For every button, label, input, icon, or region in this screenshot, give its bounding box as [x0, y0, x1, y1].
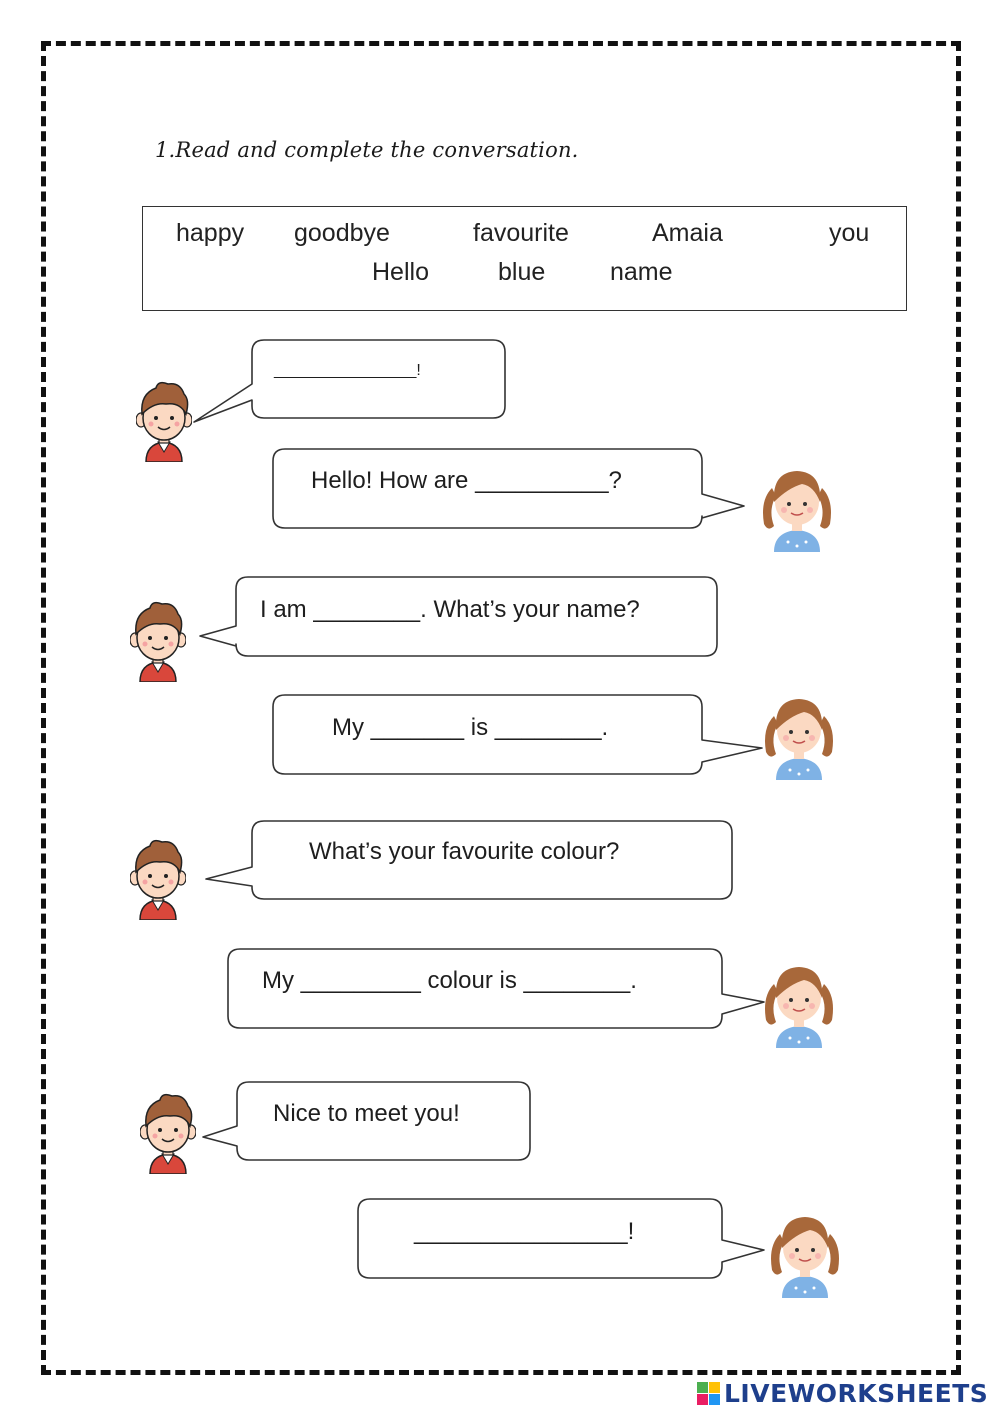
girl-avatar: [760, 694, 838, 780]
instruction-heading: 1.Read and complete the conversation.: [155, 138, 579, 162]
boy-avatar: [140, 1092, 196, 1174]
dialogue-line-2: Hello! How are __________?: [311, 467, 622, 494]
logo-blocks-icon: [697, 1382, 720, 1405]
dialogue-line-1: ________________!: [274, 362, 421, 379]
girl-avatar: [766, 1212, 844, 1298]
boy-avatar: [136, 380, 192, 462]
dialogue-line-4: My _______ is ________.: [332, 714, 609, 741]
liveworksheets-logo[interactable]: [697, 1378, 988, 1408]
dialogue-line-6: My _________ colour is ________.: [262, 967, 637, 994]
dialogue-line-3: I am ________. What’s your name?: [260, 596, 640, 623]
speech-bubble: [194, 340, 505, 422]
dialogue-line-7: Nice to meet you!: [273, 1100, 460, 1127]
dialogue-line-8: ________________!: [414, 1218, 635, 1245]
boy-avatar: [130, 600, 186, 682]
word-bank-word: name: [610, 258, 673, 286]
word-bank-word: Amaia: [652, 219, 723, 247]
brand-name: LIVEWORKSHEETS: [724, 1378, 989, 1408]
dialogue-line-5: What’s your favourite colour?: [309, 838, 620, 865]
word-bank-word: you: [829, 219, 870, 247]
girl-avatar: [760, 962, 838, 1048]
word-bank-word: happy: [176, 219, 245, 247]
word-bank-word: favourite: [473, 219, 569, 247]
word-bank-word: blue: [498, 258, 546, 286]
girl-avatar: [758, 466, 836, 552]
word-bank-word: Hello: [372, 258, 429, 286]
word-bank-word: goodbye: [294, 219, 390, 247]
boy-avatar: [130, 838, 186, 920]
